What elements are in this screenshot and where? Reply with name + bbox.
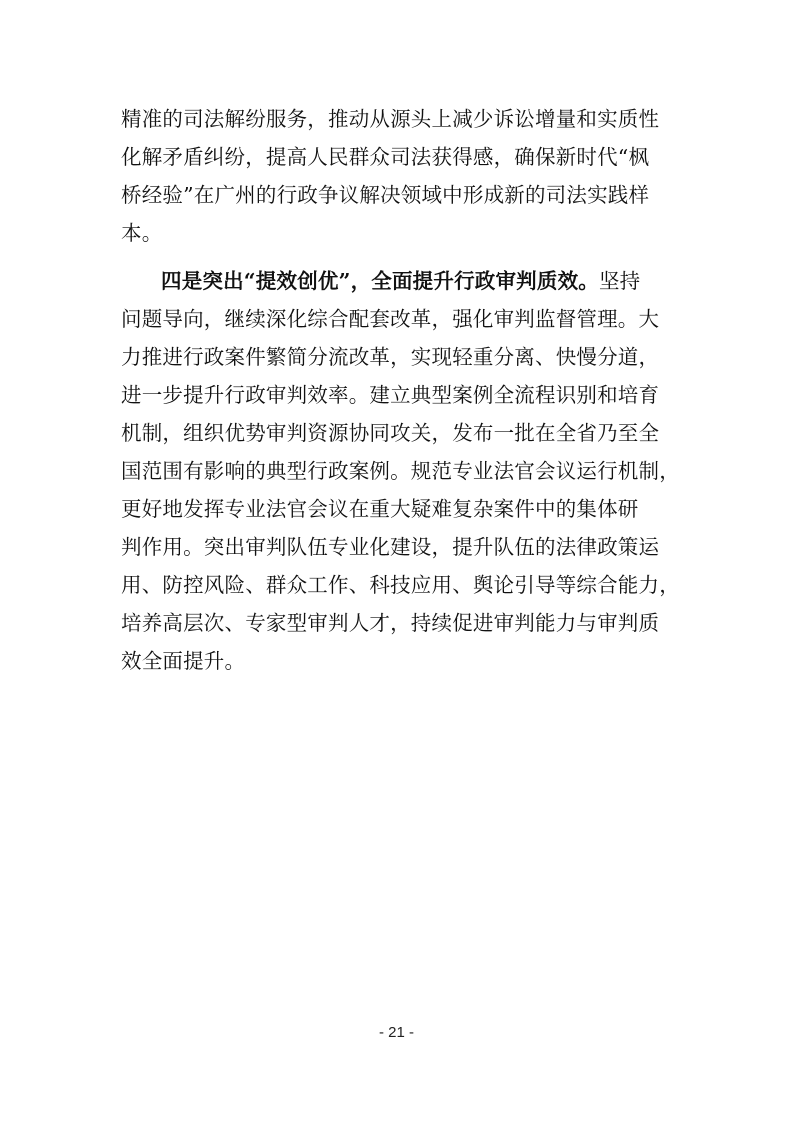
paragraph-line: 更好地发挥专业法官会议在重大疑难复杂案件中的集体研	[121, 497, 639, 521]
paragraph-line: 培养高层次、专家型审判人才，持续促进审判能力与审判质	[121, 611, 660, 635]
paragraph-line: 进一步提升行政审判效率。建立典型案例全流程识别和培育	[121, 383, 660, 407]
paragraph-line: 用、防控风险、群众工作、科技应用、舆论引导等综合能力，	[121, 573, 680, 597]
paragraph-line: 精准的司法解纷服务，推动从源头上减少诉讼增量和实质性	[121, 107, 660, 131]
paragraph-line: 本。	[121, 221, 163, 245]
section-heading: 四是突出“提效创优”，全面提升行政审判质效。	[161, 269, 599, 293]
paragraph-line: 问题导向，继续深化综合配套改革，强化审判监督管理。大	[121, 307, 660, 331]
paragraph-line: 化解矛盾纠纷，提高人民群众司法获得感，确保新时代“枫	[121, 145, 650, 169]
paragraph-text: 坚持	[598, 269, 641, 293]
paragraph-line: 国范围有影响的典型行政案例。规范专业法官会议运行机制，	[121, 459, 680, 483]
page-number: - 21 -	[378, 1024, 414, 1041]
paragraph-line: 桥经验”在广州的行政争议解决领域中形成新的司法实践样	[121, 183, 650, 207]
paragraph-line: 力推进行政案件繁简分流改革，实现轻重分离、快慢分道，	[121, 345, 660, 369]
paragraph-line: 效全面提升。	[121, 649, 246, 673]
paragraph-line: 机制，组织优势审判资源协同攻关，发布一批在全省乃至全	[121, 421, 660, 445]
paragraph-line: 判作用。突出审判队伍专业化建设，提升队伍的法律政策运	[121, 535, 660, 559]
paragraph-first-line	[161, 262, 640, 300]
